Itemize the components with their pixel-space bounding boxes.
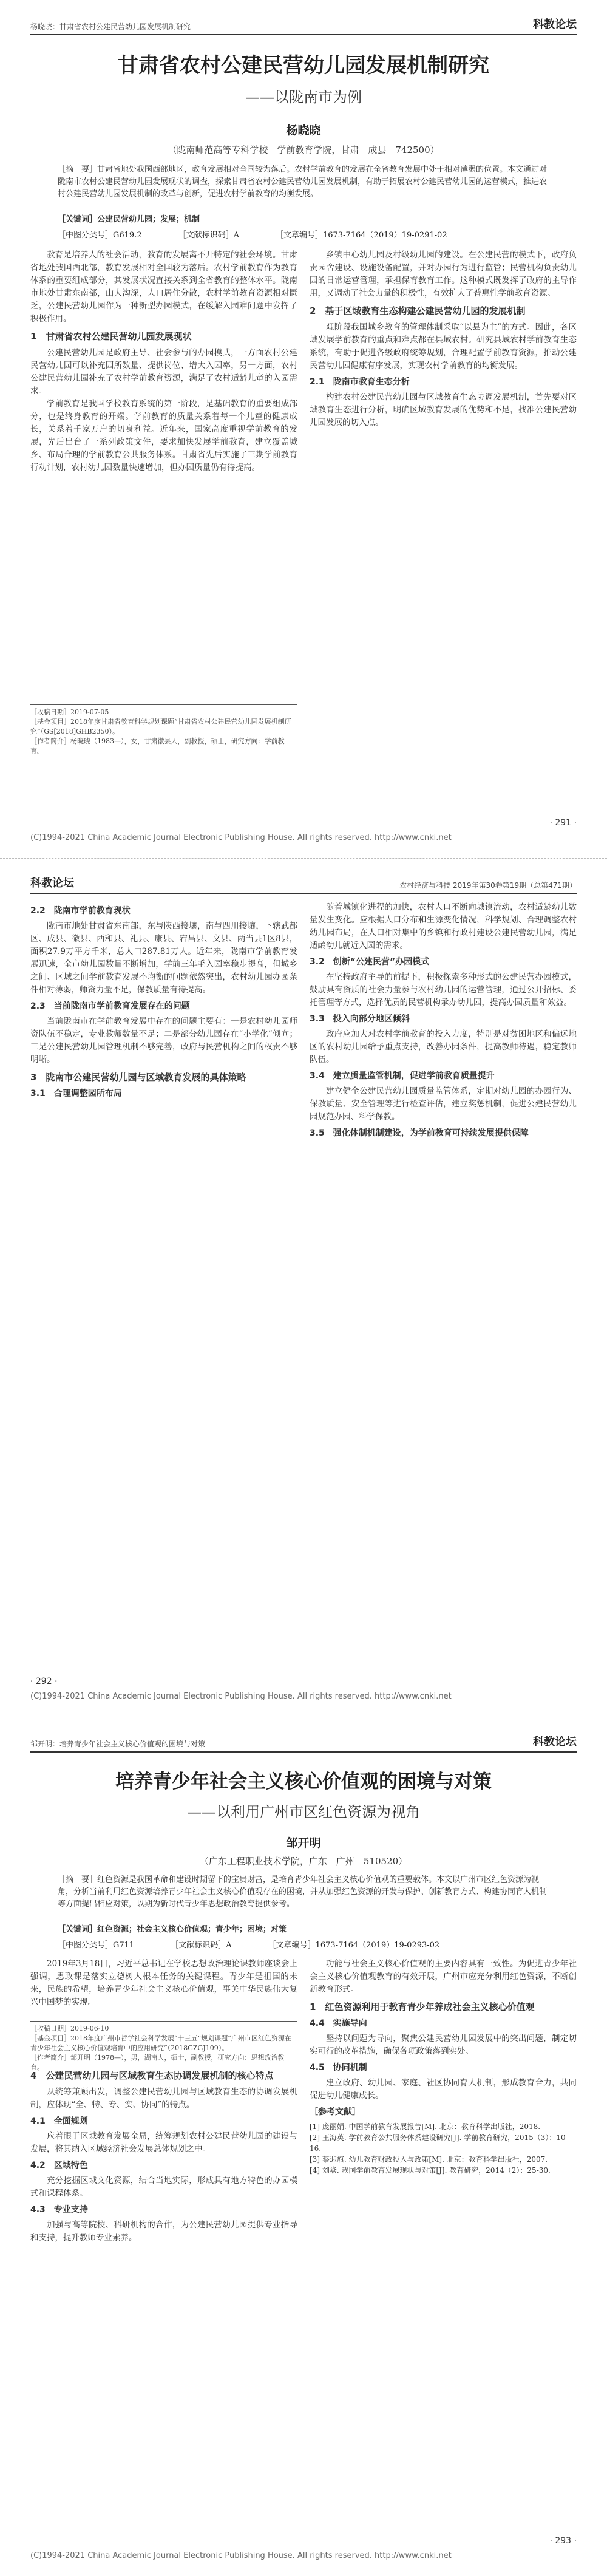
section-heading: 4 公建民营幼儿园与区域教育生态协调发展机制的核心特点 (30, 2070, 274, 2081)
paragraph: 观阶段我国城乡教育的管理体制采取“以县为主”的方式。因此，各区域发展学前教育的重点和难点都在县域农村。研究县域农村学前教育生态系统，有助于促进各级政府统筹规划，合理配置学前教育资源，推动公建民营幼儿园健康有序发展，实现农村学前教育的均衡发展。 (310, 322, 577, 370)
clc-number: ［中图分类号］G619.2 (58, 231, 142, 240)
paragraph: 随着城镇化进程的加快，农村人口不断向城镇流动，农村适龄幼儿数量发生变化。应根据人口分布和生源变化情况，科学规划、合理调整农村幼儿园布局，在人口相对集中的乡镇和行政村建设公建民营幼儿园，满足适龄幼儿就近入园的需求。 (310, 902, 577, 950)
page-footer (30, 2536, 577, 2560)
subsection-heading: 3.4 建立质量监管机制，促进学前教育质量提升 (310, 1071, 495, 1081)
paragraph: 建立政府、幼儿园、家庭、社区协同育人机制，形成教育合力，共同促进幼儿健康成长。 (310, 2078, 577, 2101)
subsection-heading: 4.4 实施导向 (310, 2019, 367, 2028)
section-heading: 1 甘肃省农村公建民营幼儿园发展现状 (30, 331, 192, 342)
doc-code: ［文献标识码］A (171, 1941, 232, 1950)
doc-code: ［文献标识码］A (178, 231, 239, 240)
reference-item: [4] 刘焱. 我国学前教育发展现状与对策[J]. 教育研究，2014（2）：25-30. (310, 2166, 551, 2175)
paragraph: 从统筹兼顾出发，调整公建民营幼儿园与区域教育生态的协调发展机制，应体现“全、特、专、实、协同”的特点。 (30, 2087, 297, 2110)
running-header (30, 13, 577, 35)
subsection-heading: 4.3 专业支持 (30, 2205, 88, 2215)
right-column (310, 1958, 577, 2176)
copyright: (C)1994-2021 China Academic Journal Electronic Publishing House. All rights reserved. http://www.cnki.net (30, 833, 452, 842)
article-meta (58, 228, 549, 240)
subsection-heading: 2.3 当前陇南市学前教育发展存在的问题 (30, 1001, 190, 1011)
paragraph: 乡镇中心幼儿园及村级幼儿园的建设。在公建民营的模式下，政府负责园舍建设、设施设备配置，并对办园行为进行监管；民营机构负责幼儿园的日常运营管理，承担保育教育工作。这种模式既发挥了政府的主导作用，又调动了社会力量的积极性，有效扩大了普惠性学前教育资源。 (310, 250, 577, 298)
subsection-heading: 3.1 合理调整园所布局 (30, 1089, 122, 1099)
column-name: 科教论坛 (533, 18, 577, 31)
abstract: ［摘 要］甘肃省地处我国西部地区，教育发展相对全国较为落后。农村学前教育的发展在全省教育发展中处于相对薄弱的位置。本文通过对陇南市农村公建民营幼儿园发展现状的调查，探索甘肃省农村公建民营幼儿园发展机制，有助于拓展农村公建民营幼儿园的运营模式，推进农村公建民营幼儿园发展机制的改革与创新，促进农村学前教育的均衡发展。 (58, 165, 548, 199)
subsection-heading: 3.3 投入向部分地区倾斜 (310, 1014, 410, 1024)
paragraph: 教育是培养人的社会活动，教育的发展离不开特定的社会环境。甘肃省地处我国西北部，教育发展相对全国较为落后。农村学前教育作为教育体系的重要组成部分，其发展状况直接关系到全省教育的整体水平。陇南市地处甘肃东南部，山大沟深，人口居住分散，农村学前教育资源相对匮乏，公建民营幼儿园作为一种新型办园模式，在缓解入园难问题中发挥了积极作用。 (30, 250, 297, 324)
author: 杨晓晓 (286, 124, 321, 137)
reference-item: [1] 庞丽娟. 中国学前教育发展报告[M]. 北京：教育科学出版社，2018. (310, 2122, 541, 2131)
page-292 (0, 859, 607, 1717)
subsection-heading: 2.2 陇南市学前教育现状 (30, 906, 131, 916)
left-column (30, 249, 297, 474)
running-header (30, 1731, 577, 1753)
left-column (30, 1958, 297, 2244)
subsection-heading: 3.2 创新“公建民营”办园模式 (310, 957, 430, 967)
affiliation: （广东工程职业技术学院，广东 广州 510520） (199, 1856, 408, 1867)
article-title: 培养青少年社会主义核心价值观的困境与对策 (115, 1771, 492, 1793)
article-meta (58, 1938, 549, 1950)
header-info: 邹开明：培养青少年社会主义核心价值观的困境与对策 (30, 1740, 206, 1748)
paragraph: 应着眼于区域教育发展全局，统筹规划农村公建民营幼儿园的建设与发展，将其纳入区域经济社会发展总体规划之中。 (30, 2131, 297, 2154)
page-number: · 292 · (30, 1677, 58, 1686)
page-number: · 291 · (549, 818, 577, 828)
reference-item: [2] 王海英. 学前教育公共服务体系建设研究[J]. 学前教育研究，2015（3）：10-16. (310, 2133, 568, 2153)
footnote: ［收稿日期］2019-06-10 ［基金项目］2018年度广州市哲学社会科学发展“十三五”规划课题“广州市区红色资源在青少年社会主义核心价值观培育中的应用研究”（2018GZGJ109）。 ［作者简介］邹开明（1978—），男，湖南人，硕士，副教授，研究方向：思想政治教育。 (30, 2021, 297, 2073)
subsection-heading: 4.1 全面规划 (30, 2116, 88, 2126)
column-name: 科教论坛 (533, 1736, 577, 1748)
subsection-heading: 2.1 陇南市教育生态分析 (310, 377, 410, 387)
paragraph: 陇南市地处甘肃省东南部，东与陕西接壤，南与四川接壤，下辖武都区、成县、徽县、西和县、礼县、康县、宕昌县、文县、两当县1区8县，面积27.9万平方千米，总人口287.81万人。近年来，陇南市学前教育发展迅速，全市幼儿园数量不断增加，学前三年毛入园率稳步提高，但城乡之间、区域之间学前教育发展不均衡的问题依然突出，农村幼儿园办园条件相对薄弱，师资力量不足，保教质量有待提高。 (30, 921, 297, 995)
paragraph: 2019年3月18日，习近平总书记在学校思想政治理论课教师座谈会上强调，思政课是落实立德树人根本任务的关键课程。青少年是祖国的未来，民族的希望，培养青少年社会主义核心价值观，事关中华民族伟大复兴中国梦的实现。 (30, 1959, 297, 2007)
references-list (310, 2121, 577, 2176)
paragraph: 公建民营幼儿园是政府主导、社会参与的办园模式，一方面农村公建民营幼儿园可以补充园所数量、提供岗位、增大入园率，另一方面，农村公建民营幼儿园补充了农村学前教育资源，满足了农村适龄儿童的入园需求。 (30, 348, 297, 396)
subsection-heading: 3.5 强化体制机制建设，为学前教育可持续发展提供保障 (310, 1128, 529, 1138)
article-subtitle: ——以陇南市为例 (245, 89, 362, 106)
page-number: · 293 · (549, 2536, 577, 2546)
footnote: ［收稿日期］2019-07-05 ［基金项目］2018年度甘肃省教育科学规划课题“甘肃省农村公建民营幼儿园发展机制研究”（GS[2018]GHB2350）。 ［作者简介］杨晓晓（1983—），女，甘肃徽县人，副教授，硕士，研究方向：学前教育。 (30, 704, 297, 756)
paragraph: 学前教育是我国学校教育系统的第一阶段，是基础教育的重要组成部分，也是终身教育的开端。学前教育的质量关系着每一个儿童的健康成长，关系着千家万户的切身利益。近年来，国家高度重视学前教育的发展，先后出台了一系列政策文件，要求加快发展学前教育，建立覆盖城乡、布局合理的学前教育公共服务体系。甘肃省先后实施了三期学前教育行动计划，农村幼儿园数量快速增加，但办园质量仍有待提高。 (30, 399, 297, 472)
article-subtitle: ——以利用广州市区红色资源为视角 (187, 1804, 420, 1821)
section-heading: 3 陇南市公建民营幼儿园与区域教育发展的具体策略 (30, 1072, 246, 1083)
paragraph: 充分挖掘区域文化资源，结合当地实际，形成具有地方特色的办园模式和课程体系。 (30, 2176, 297, 2198)
article-number: ［文章编号］1673-7164（2019）19-0293-02 (268, 1941, 440, 1950)
paragraph: 政府应加大对农村学前教育的投入力度，特别是对贫困地区和偏远地区的农村幼儿园给予重点支持，改善办园条件，提高教师待遇，稳定教师队伍。 (310, 1029, 577, 1065)
section-heading: 1 红色资源利用于教育青少年养成社会主义核心价值观 (310, 2002, 535, 2012)
author: 邹开明 (286, 1836, 321, 1850)
affiliation: （陇南师范高等专科学校 学前教育学院，甘肃 成县 742500） (168, 145, 439, 155)
page-293 (0, 1717, 607, 2576)
references-heading: ［参考文献］ (310, 2107, 361, 2117)
section-heading: 2 基于区域教育生态构建公建民营幼儿园的发展机制 (310, 305, 526, 316)
paragraph: 加强与高等院校、科研机构的合作，为公建民营幼儿园提供专业指导和支持，提升教师专业素养。 (30, 2220, 297, 2243)
running-header (30, 872, 577, 894)
keywords: ［关键词］红色资源；社会主义核心价值观；青少年；困境；对策 (58, 1925, 287, 1934)
subsection-heading: 4.5 协同机制 (310, 2063, 367, 2073)
paragraph: 坚持以问题为导向，聚焦公建民营幼儿园发展中的突出问题，制定切实可行的改革措施，确保各项政策落到实处。 (310, 2034, 577, 2056)
paragraph: 构建农村公建民营幼儿园与区域教育生态协调发展机制，首先要对区域教育生态进行分析，明确区域教育发展的优势和不足，找准公建民营幼儿园发展的切入点。 (310, 392, 577, 428)
paragraph: 当前陇南市在学前教育发展中存在的问题主要有：一是农村幼儿园师资队伍不稳定，专业教师数量不足；二是部分幼儿园存在“小学化”倾向；三是公建民营幼儿园管理机制不够完善，政府与民营机构之间的权责不够明晰。 (30, 1017, 297, 1065)
article-title: 甘肃省农村公建民营幼儿园发展机制研究 (118, 53, 489, 78)
header-info: 杨晓晓：甘肃省农村公建民营幼儿园发展机制研究 (30, 22, 191, 31)
header-info: 农村经济与科技 2019年第30卷第19期（总第471期） (399, 881, 577, 890)
abstract: ［摘 要］红色资源是我国革命和建设时期留下的宝贵财富，是培育青少年社会主义核心价值观的重要载体。本文以广州市区红色资源为视角，分析当前利用红色资源培养青少年社会主义核心价值观存在的困境，并从加强红色资源的开发与保护、创新教育方式、构建协同育人机制等方面提出相应对策，以期为新时代青少年思想政治教育提供参考。 (58, 1875, 548, 1909)
right-column (310, 901, 577, 1142)
subsection-heading: 4.2 区域特色 (30, 2161, 88, 2170)
clc-number: ［中图分类号］G711 (58, 1941, 135, 1950)
article-number: ［文章编号］1673-7164（2019）19-0291-02 (276, 231, 447, 240)
paragraph: 功能与社会主义核心价值观的主要内容具有一致性。为促进青少年社会主义核心价值观教育的有效开展，广州市应充分利用红色资源，不断创新教育形式。 (310, 1959, 577, 1994)
column-name: 科教论坛 (30, 877, 74, 890)
left-column (30, 901, 297, 1103)
paragraph: 在坚持政府主导的前提下，积极探索多种形式的公建民营办园模式，鼓励具有资质的社会力量参与农村幼儿园的运营管理，通过公开招标、委托管理等方式，选择优质的民营机构承办幼儿园，提高办园质量和效益。 (310, 972, 577, 1007)
page-291 (0, 0, 607, 859)
copyright: (C)1994-2021 China Academic Journal Electronic Publishing House. All rights reserved. http://www.cnki.net (30, 1692, 452, 1701)
page-footer (30, 1677, 577, 1701)
copyright: (C)1994-2021 China Academic Journal Electronic Publishing House. All rights reserved. http://www.cnki.net (30, 2551, 452, 2560)
paragraph: 建立健全公建民营幼儿园质量监管体系，定期对幼儿园的办园行为、保教质量、安全管理等进行检查评估，建立奖惩机制，促进公建民营幼儿园规范办园、科学保教。 (310, 1086, 577, 1122)
page-footer (30, 818, 577, 842)
right-column (310, 249, 577, 429)
keywords: ［关键词］公建民营幼儿园；发展；机制 (58, 215, 200, 224)
reference-item: [3] 蔡迎旗. 幼儿教育财政投入与政策[M]. 北京：教育科学出版社，2007. (310, 2155, 548, 2164)
